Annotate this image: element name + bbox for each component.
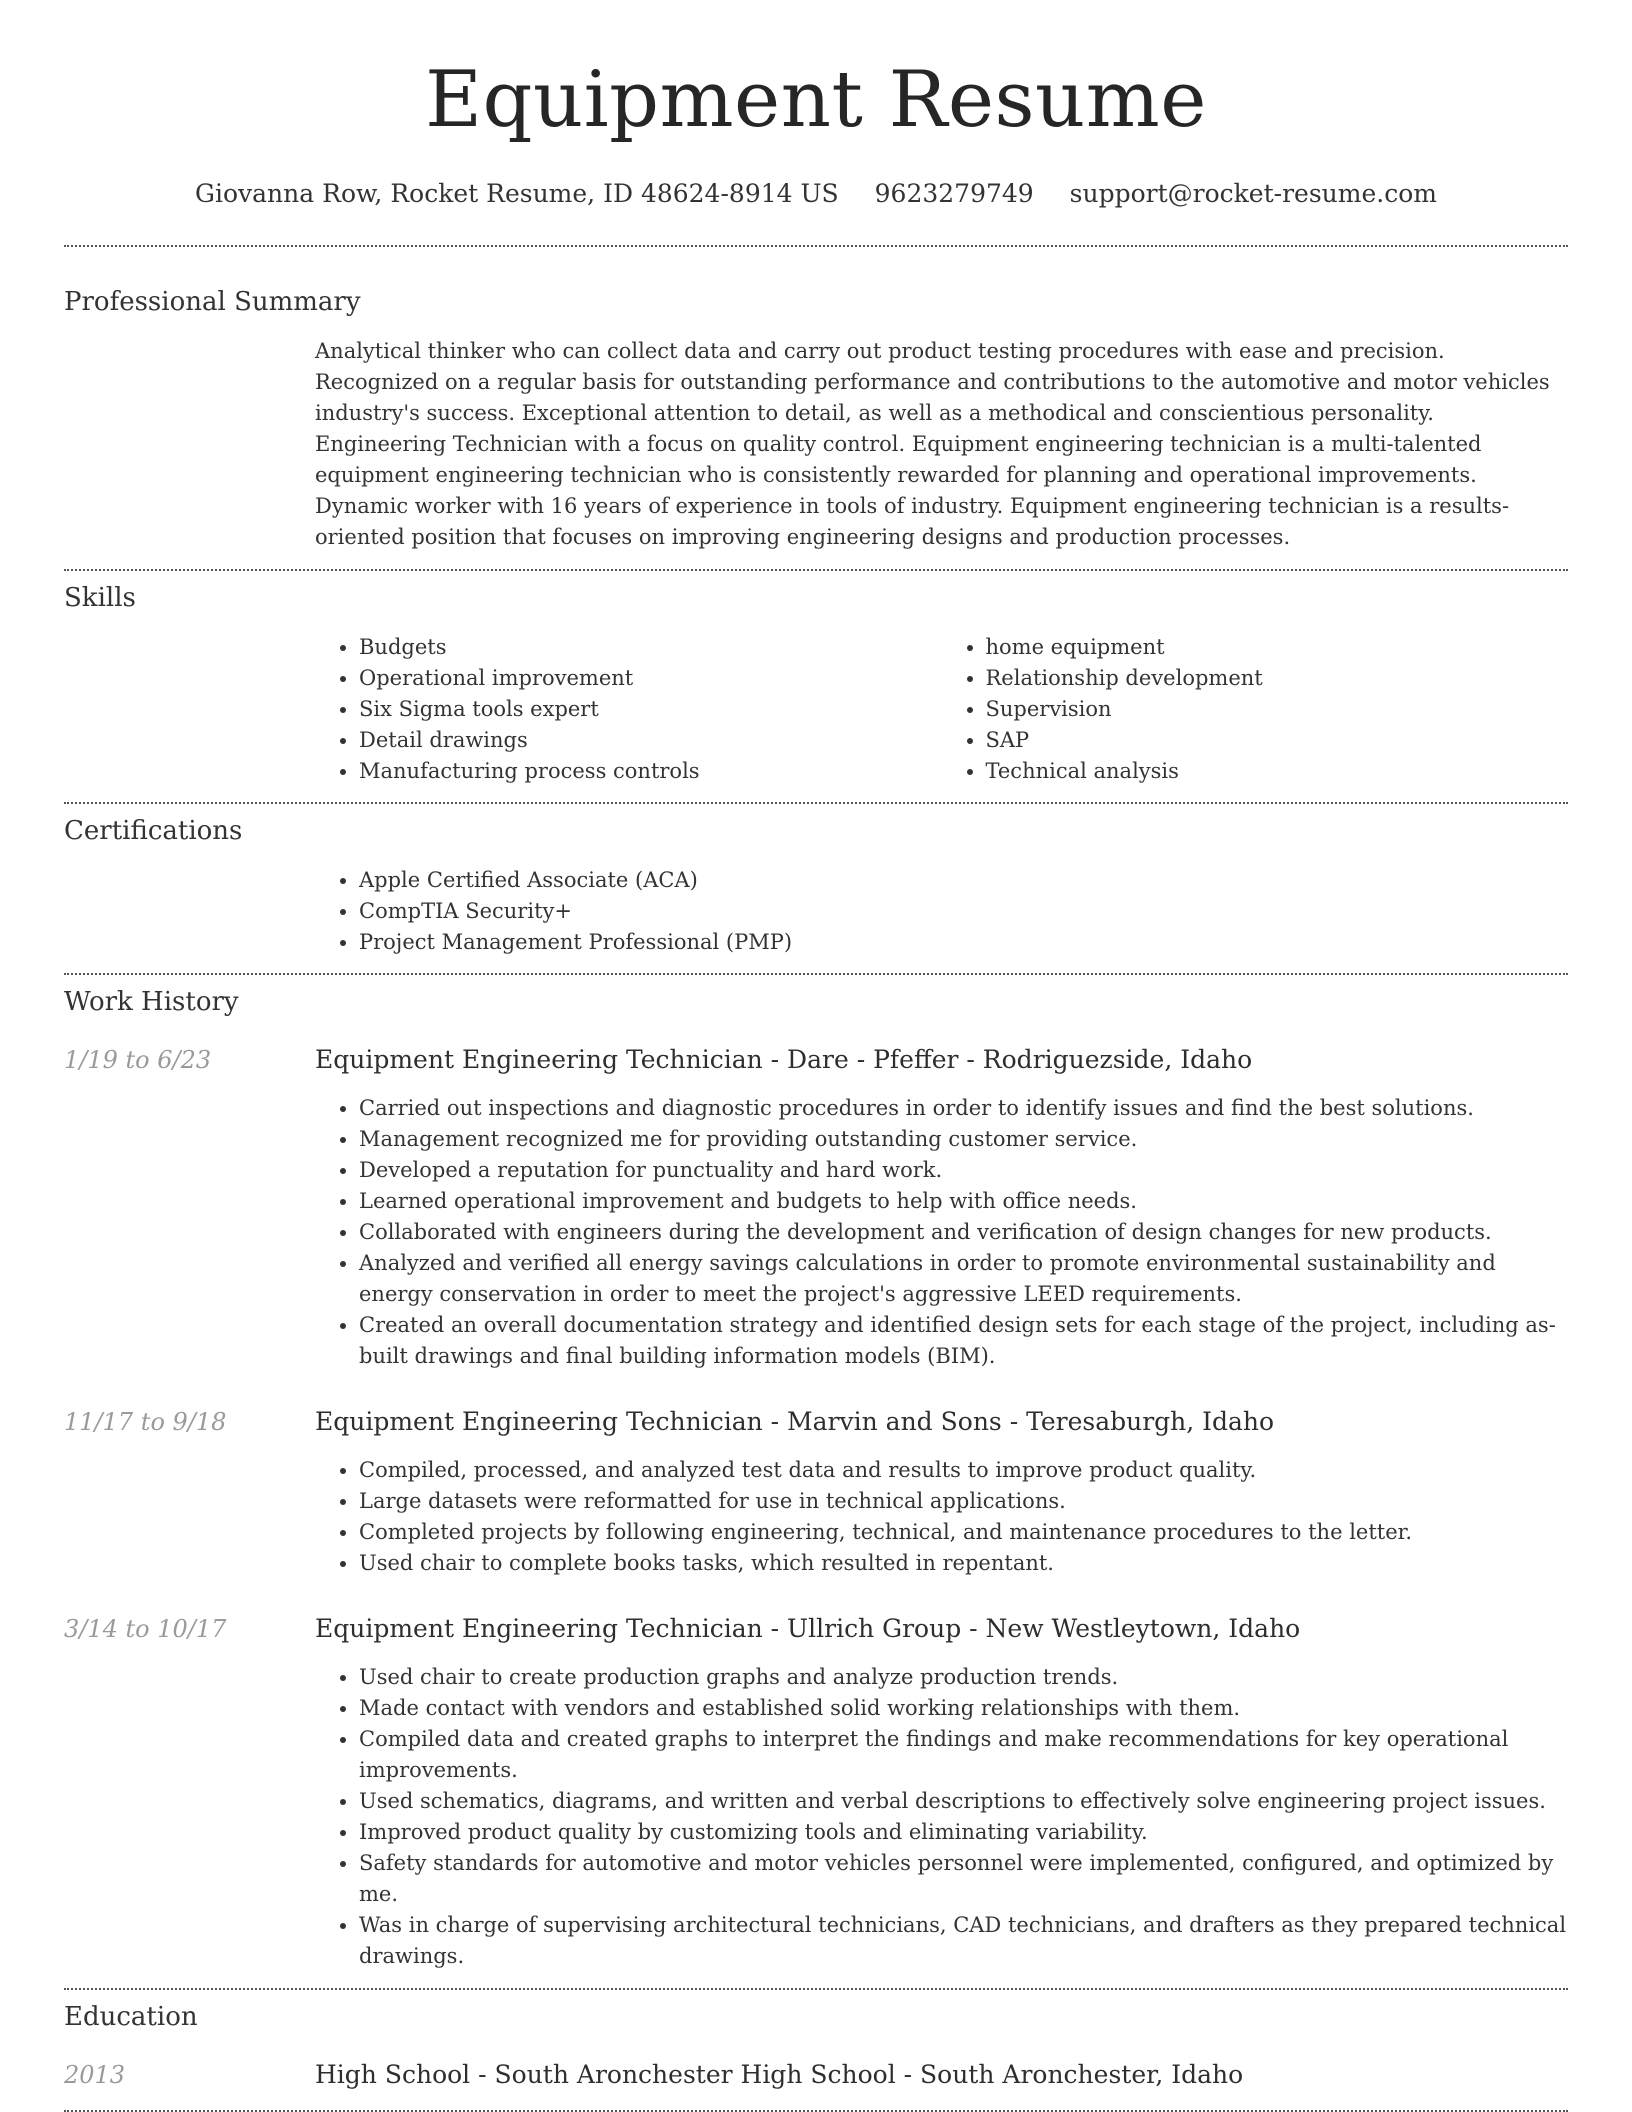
job-bullet: • Carried out inspections and diagnostic procedures in order to identify issues and find the best solutions. [359, 1093, 1568, 1124]
job-bullet: • Compiled data and created graphs to interpret the findings and make recommendations for key operational improvements. [359, 1724, 1568, 1786]
job-bullet: • Safety standards for automotive and motor vehicles personnel were implemented, configured, and optimized by me. [359, 1848, 1568, 1910]
skill-item: • Manufacturing process controls [359, 756, 942, 787]
contact-line [64, 179, 1568, 209]
education-date: 2013 [64, 2061, 126, 2089]
certification-item: • Project Management Professional (PMP) [359, 927, 1568, 958]
skills-list-right [942, 632, 1569, 787]
skills-columns [315, 632, 1568, 787]
job-title: Equipment Engineering Technician - Marvin and Sons - Teresaburgh, Idaho [315, 1407, 1275, 1436]
job-title: Equipment Engineering Technician - Ullrich Group - New Westleytown, Idaho [315, 1614, 1301, 1643]
job-bullet: • Developed a reputation for punctuality and hard work. [359, 1155, 1568, 1186]
skill-item: • Detail drawings [359, 725, 942, 756]
skills-heading: Skills [64, 583, 136, 613]
certifications-content [315, 865, 1568, 958]
contact-email: support@rocket-resume.com [1069, 179, 1437, 208]
page-title: Equipment Resume [425, 55, 1207, 145]
job-bullet: • Management recognized me for providing outstanding customer service. [359, 1124, 1568, 1155]
education-title: High School - South Aronchester High School - South Aronchester, Idaho [315, 2060, 1244, 2089]
summary-text: Analytical thinker who can collect data and carry out product testing procedures with ease and precision. Recognized on a regular basis for outstanding performance and contributions to the automotive and motor vehicles industry's success. Exceptional attention to detail, as well as a methodical and conscientious personality. Engineering Technician with a focus on quality control. Equipment engineering technician is a multi-talented equipment engineering technician who is consistently rewarded for planning and operational improvements. Dynamic worker with 16 years of experience in tools of industry. Equipment engineering technician is a results-oriented position that focuses on improving engineering designs and production processes. [315, 339, 1550, 549]
job-bullet: • Analyzed and verified all energy savings calculations in order to promote environmental sustainability and energy conservation in order to meet the project's aggressive LEED requirements. [359, 1248, 1568, 1310]
job-bullet: • Completed projects by following engineering, technical, and maintenance procedures to the letter. [359, 1517, 1568, 1548]
job-dates: 3/14 to 10/17 [64, 1615, 227, 1643]
job-bullet: • Learned operational improvement and budgets to help with office needs. [359, 1186, 1568, 1217]
job-main [315, 1614, 1568, 1972]
job-bullet: • Large datasets were reformatted for use in technical applications. [359, 1486, 1568, 1517]
job-bullet: • Was in charge of supervising architectural technicians, CAD technicians, and drafters as they prepared technical drawings. [359, 1910, 1568, 1972]
contact-phone: 9623279749 [874, 179, 1034, 208]
certifications-list [315, 865, 1568, 958]
education-entry [64, 2060, 1568, 2090]
job-bullet: • Used chair to complete books tasks, which resulted in repentant. [359, 1548, 1568, 1579]
summary-section [64, 247, 1568, 569]
job-bullet: • Used chair to create production graphs and analyze production trends. [359, 1662, 1568, 1693]
job-title: Equipment Engineering Technician - Dare - Pfeffer - Rodriguezside, Idaho [315, 1045, 1253, 1074]
certifications-section [64, 804, 1568, 973]
job-dates: 11/17 to 9/18 [64, 1408, 227, 1436]
certifications-heading: Certifications [64, 816, 243, 846]
summary-heading: Professional Summary [64, 287, 361, 317]
job-bullet: • Made contact with vendors and established solid working relationships with them. [359, 1693, 1568, 1724]
work-section [64, 975, 1568, 1988]
job-bullets [315, 1093, 1568, 1372]
skill-item: • Relationship development [986, 663, 1569, 694]
job-bullets [315, 1662, 1568, 1972]
work-heading: Work History [64, 987, 239, 1017]
skills-list-left [315, 632, 942, 787]
job-bullet: • Improved product quality by customizing tools and eliminating variability. [359, 1817, 1568, 1848]
job-main [315, 1045, 1568, 1372]
job-bullet: • Used schematics, diagrams, and written and verbal descriptions to effectively solve engineering project issues. [359, 1786, 1568, 1817]
job-main [315, 1407, 1568, 1579]
job-bullet: • Created an overall documentation strategy and identified design sets for each stage of the project, including as-built drawings and final building information models (BIM). [359, 1310, 1568, 1372]
education-section [64, 1990, 1568, 2110]
summary-content [315, 336, 1568, 553]
skill-item: • Budgets [359, 632, 942, 663]
job-entry [64, 1045, 1568, 1372]
job-entry [64, 1407, 1568, 1579]
job-bullets [315, 1455, 1568, 1579]
job-bullet: • Collaborated with engineers during the development and verification of design changes for new products. [359, 1217, 1568, 1248]
skill-item: • Supervision [986, 694, 1569, 725]
job-dates: 1/19 to 6/23 [64, 1046, 212, 1074]
skill-item: • SAP [986, 725, 1569, 756]
education-main [315, 2060, 1568, 2090]
skills-section [64, 571, 1568, 802]
certification-item: • CompTIA Security+ [359, 896, 1568, 927]
certification-item: • Apple Certified Associate (ACA) [359, 865, 1568, 896]
skill-item: • Technical analysis [986, 756, 1569, 787]
job-bullet: • Compiled, processed, and analyzed test data and results to improve product quality. [359, 1455, 1568, 1486]
skill-item: • home equipment [986, 632, 1569, 663]
education-heading: Education [64, 2002, 198, 2032]
job-entry [64, 1614, 1568, 1972]
skill-item: • Operational improvement [359, 663, 942, 694]
skill-item: • Six Sigma tools expert [359, 694, 942, 725]
contact-address: Giovanna Row, Rocket Resume, ID 48624-8914 US [195, 179, 839, 208]
